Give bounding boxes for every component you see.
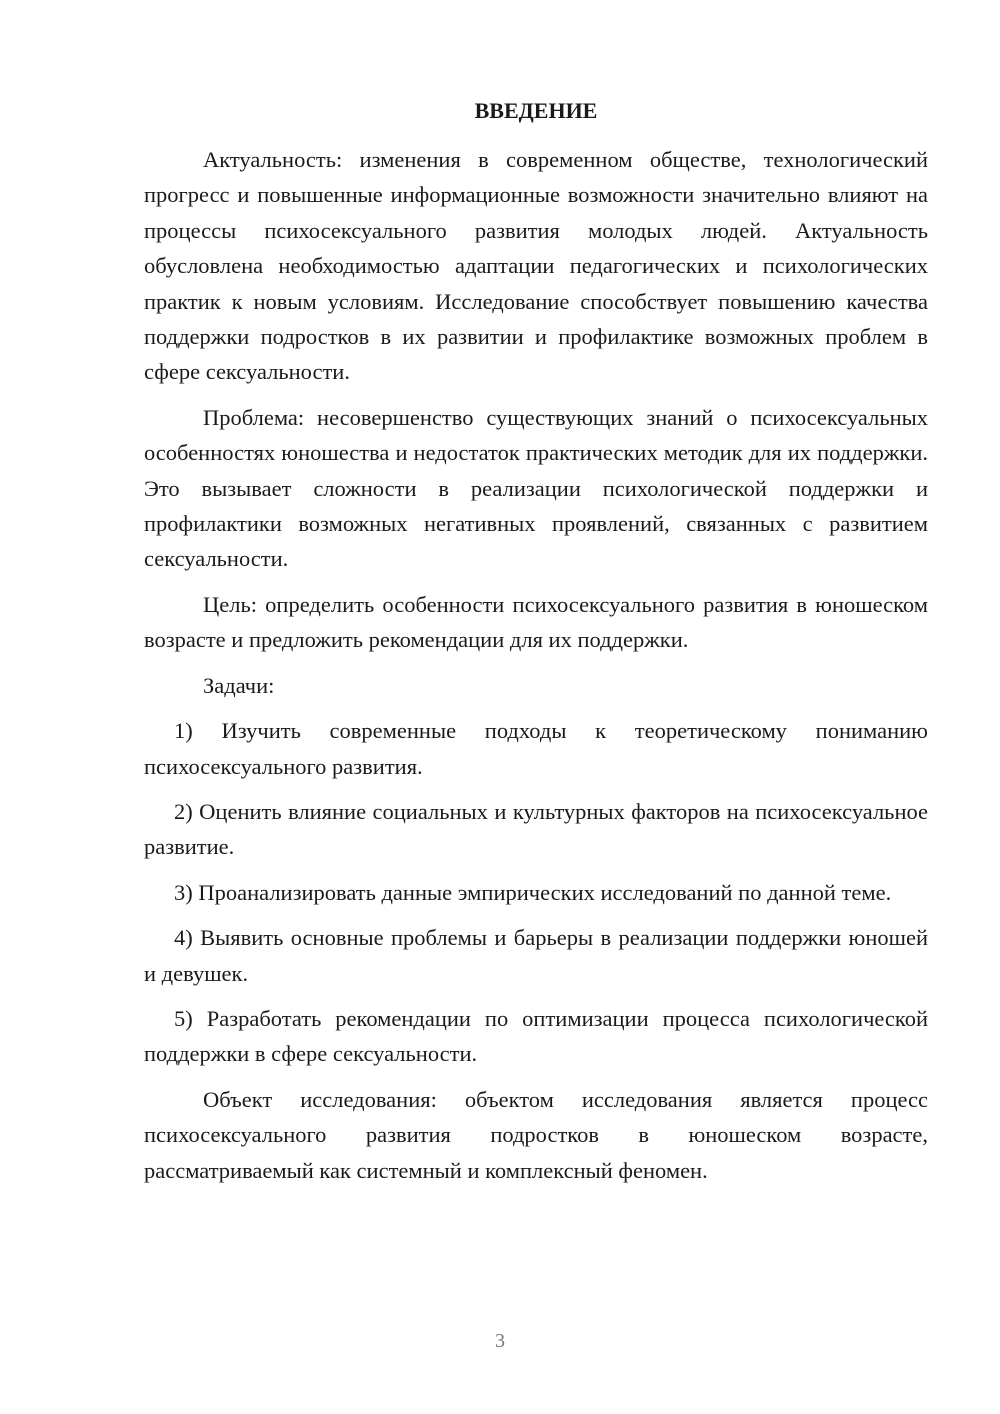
task-item: 5) Разработать рекомендации по оптимизации процесса психологической поддержки в сфере сексуальности. bbox=[144, 1005, 928, 1067]
goal-paragraph: Цель: определить особенности психосексуального развития в юношеском возрасте и предложить рекомендации для их поддержки. bbox=[144, 591, 928, 653]
page-number: 3 bbox=[495, 1330, 505, 1352]
task-item: 3) Проанализировать данные эмпирических исследований по данной теме. bbox=[174, 879, 892, 905]
tasks-heading: Задачи: bbox=[203, 672, 275, 698]
task-item: 2) Оценить влияние социальных и культурных факторов на психосексуальное развитие. bbox=[144, 798, 928, 860]
page-title: ВВЕДЕНИЕ bbox=[474, 98, 598, 123]
task-item: 1) Изучить современные подходы к теоретическому пониманию психосексуального развития. bbox=[144, 718, 928, 779]
document-body bbox=[144, 142, 928, 1198]
research-object-paragraph: Объект исследования: объектом исследования является процесс психосексуального развития подростков в юношеском возрасте, рассматриваемый как системный и комплексный феномен. bbox=[144, 1086, 928, 1183]
task-item: 4) Выявить основные проблемы и барьеры в реализации поддержки юношей и девушек. bbox=[144, 925, 928, 986]
relevance-paragraph: Актуальность: изменения в современном обществе, технологический прогресс и повышенные информационные возможности значительно влияют на процессы психосексуального развития молодых людей. Актуальность обусловлена необходимостью адаптации педагогических и психологических практик к новым условиям. Исследование способствует повышению качества поддержки подростков в их развитии и профилактике возможных проблем в сфере сексуальности. bbox=[144, 147, 928, 385]
problem-paragraph: Проблема: несовершенство существующих знаний о психосексуальных особенностях юношества и недостаток практических методик для их поддержки. Это вызывает сложности в реализации психологической поддержки и профилактики возможных негативных проявлений, связанных с развитием сексуальности. bbox=[144, 404, 928, 572]
